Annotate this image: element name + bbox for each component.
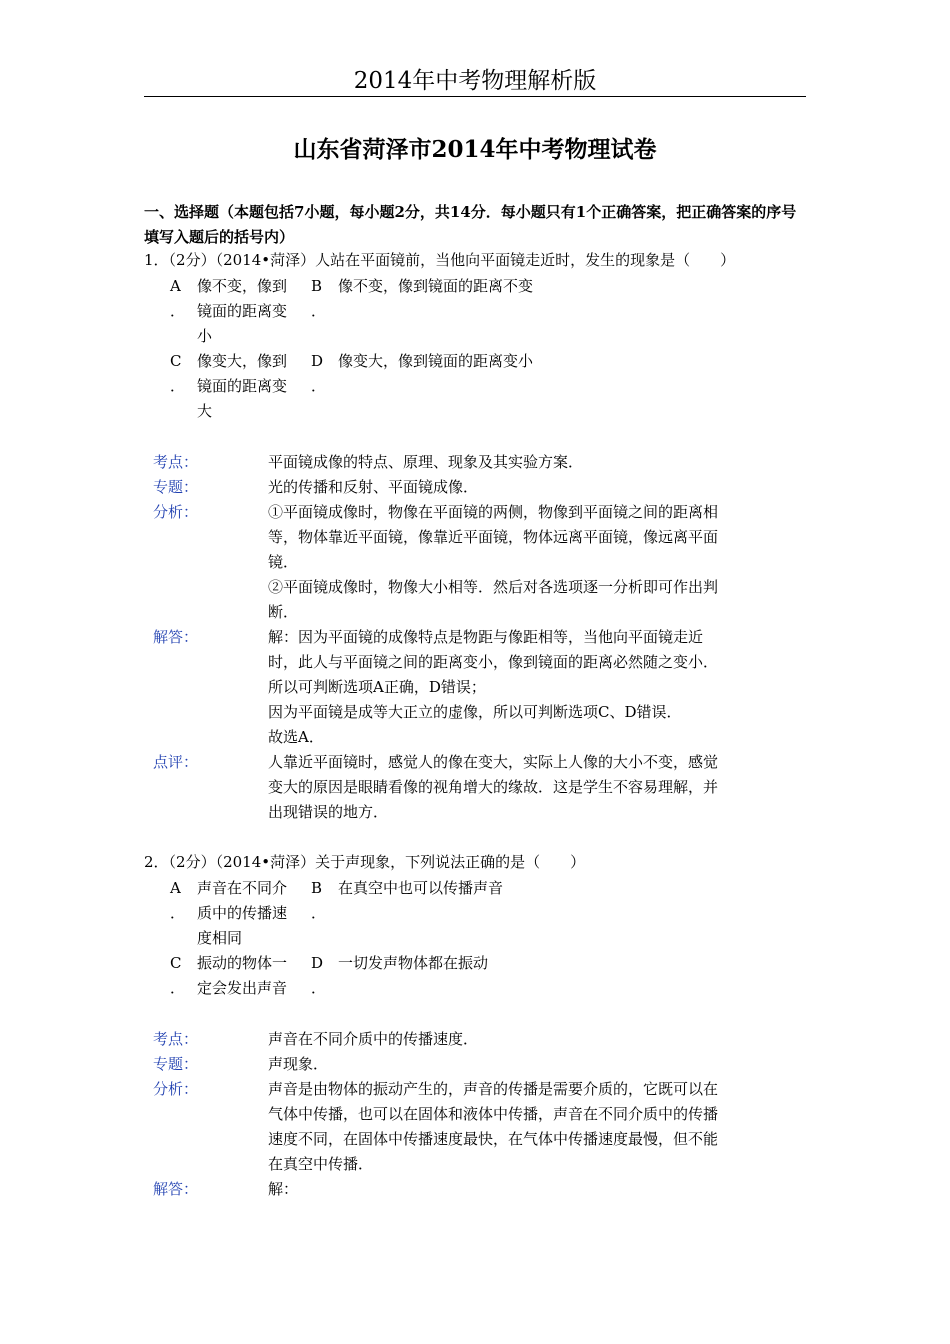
q2-option-a-dot: ．: [170, 904, 186, 922]
q1-jieda-line2: 时，此人与平面镜之间的距离变小，像到镜面的距离必然随之变小．: [268, 653, 719, 671]
q1-fenxi-line5: 断．: [268, 603, 299, 621]
q2-jieda-text: 解：: [268, 1180, 299, 1198]
q2-stem: 2．（2分）（2014•菏泽）关于声现象，下列说法正确的是（ ）: [144, 853, 586, 871]
q2-zhuanti-label: 专题：: [153, 1055, 199, 1073]
document-title: 山东省菏泽市2014年中考物理试卷: [293, 136, 657, 163]
q1-zhuanti-text: 光的传播和反射、平面镜成像．: [268, 478, 479, 496]
q1-dianping-label: 点评：: [153, 753, 199, 771]
q1-jieda-line4: 因为平面镜是成等大正立的虚像，所以可判断选项C、D错误．: [268, 703, 682, 721]
q1-dianping-line1: 人靠近平面镜时，感觉人的像在变大，实际上人像的大小不变，感觉: [268, 753, 719, 771]
q1-option-c-line3: 大: [197, 402, 213, 420]
q2-jieda-label: 解答：: [153, 1180, 199, 1198]
q1-dianping-line3: 出现错误的地方．: [268, 803, 389, 821]
q1-stem: 1．（2分）（2014•菏泽）人站在平面镜前，当他向平面镜走近时，发生的现象是（ ）: [144, 251, 736, 269]
q1-jieda-line3: 所以可判断选项A正确，D错误；: [268, 678, 486, 696]
q1-kaodian-label: 考点：: [153, 453, 199, 471]
q2-fenxi-label: 分析：: [153, 1080, 199, 1098]
q1-option-a-line2: 镜面的距离变: [197, 302, 288, 320]
q1-option-c-line1: 像变大，像到: [197, 352, 288, 370]
q2-fenxi-line1: 声音是由物体的振动产生的，声音的传播是需要介质的，它既可以在: [268, 1080, 719, 1098]
q1-zhuanti-label: 专题：: [153, 478, 199, 496]
section-heading: 一、选择题（本题包括7小题，每小题2分，共14分．每小题只有1个正确答案，把正确答案的序号填写入题后的括号内）: [144, 203, 797, 246]
q1-option-b-dot: ．: [311, 302, 327, 320]
q2-option-a-line1: 声音在不同介: [197, 879, 288, 897]
q1-fenxi-line3: 镜．: [268, 553, 299, 571]
q2-fenxi-line2: 气体中传播，也可以在固体和液体中传播，声音在不同介质中的传播: [268, 1105, 719, 1123]
page-header: 2014年中考物理解析版: [353, 68, 597, 94]
q1-fenxi-line2: 等，物体靠近平面镜，像靠近平面镜，物体远离平面镜，像远离平面: [268, 528, 719, 546]
q2-fenxi-line4: 在真空中传播．: [268, 1155, 374, 1173]
q1-fenxi-line1: ①平面镜成像时，物像在平面镜的两侧，物像到平面镜之间的距离相: [268, 503, 719, 521]
q1-jieda-label: 解答：: [153, 628, 199, 646]
q1-option-d-text: 像变大，像到镜面的距离变小: [338, 352, 534, 370]
q1-option-a-letter: A: [170, 277, 181, 295]
q2-option-b-text: 在真空中也可以传播声音: [338, 879, 504, 897]
q1-option-c-line2: 镜面的距离变: [197, 377, 288, 395]
q1-option-b-letter: B: [311, 277, 323, 295]
q1-dianping-line2: 变大的原因是眼睛看像的视角增大的缘故．这是学生不容易理解，并: [268, 778, 719, 796]
header-rule: [144, 96, 806, 97]
q1-option-a-line3: 小: [197, 327, 213, 345]
q2-option-c-dot: ．: [170, 979, 186, 997]
q2-kaodian-text: 声音在不同介质中的传播速度．: [268, 1030, 479, 1048]
q2-option-c-line2: 定会发出声音: [197, 979, 288, 997]
q2-option-a-line2: 质中的传播速: [197, 904, 288, 922]
q1-option-d-dot: ．: [311, 377, 327, 395]
q2-option-a-letter: A: [170, 879, 181, 897]
q2-kaodian-label: 考点：: [153, 1030, 199, 1048]
q2-option-a-line3: 度相同: [197, 929, 243, 947]
q2-option-d-letter: D: [311, 954, 324, 972]
q2-option-b-dot: ．: [311, 904, 327, 922]
q1-fenxi-line4: ②平面镜成像时，物像大小相等．然后对各选项逐一分析即可作出判: [268, 578, 719, 596]
q1-jieda-line1: 解：因为平面镜的成像特点是物距与像距相等，当他向平面镜走近: [268, 628, 704, 646]
q2-option-b-letter: B: [311, 879, 323, 897]
q1-jieda-line5: 故选A．: [268, 728, 324, 746]
q1-option-c-letter: C: [170, 352, 182, 370]
q1-fenxi-label: 分析：: [153, 503, 199, 521]
q1-option-a-dot: ．: [170, 302, 186, 320]
q2-option-c-letter: C: [170, 954, 182, 972]
q2-option-d-text: 一切发声物体都在振动: [338, 954, 489, 972]
q2-option-c-line1: 振动的物体一: [197, 954, 288, 972]
q1-option-c-dot: ．: [170, 377, 186, 395]
q2-option-d-dot: ．: [311, 979, 327, 997]
q2-zhuanti-text: 声现象．: [268, 1055, 329, 1073]
q1-option-a-line1: 像不变，像到: [197, 277, 288, 295]
q1-option-b-text: 像不变，像到镜面的距离不变: [338, 277, 534, 295]
q1-kaodian-text: 平面镜成像的特点、原理、现象及其实验方案．: [268, 453, 584, 471]
q1-option-d-letter: D: [311, 352, 324, 370]
q2-fenxi-line3: 速度不同，在固体中传播速度最快，在气体中传播速度最慢，但不能: [268, 1130, 719, 1148]
